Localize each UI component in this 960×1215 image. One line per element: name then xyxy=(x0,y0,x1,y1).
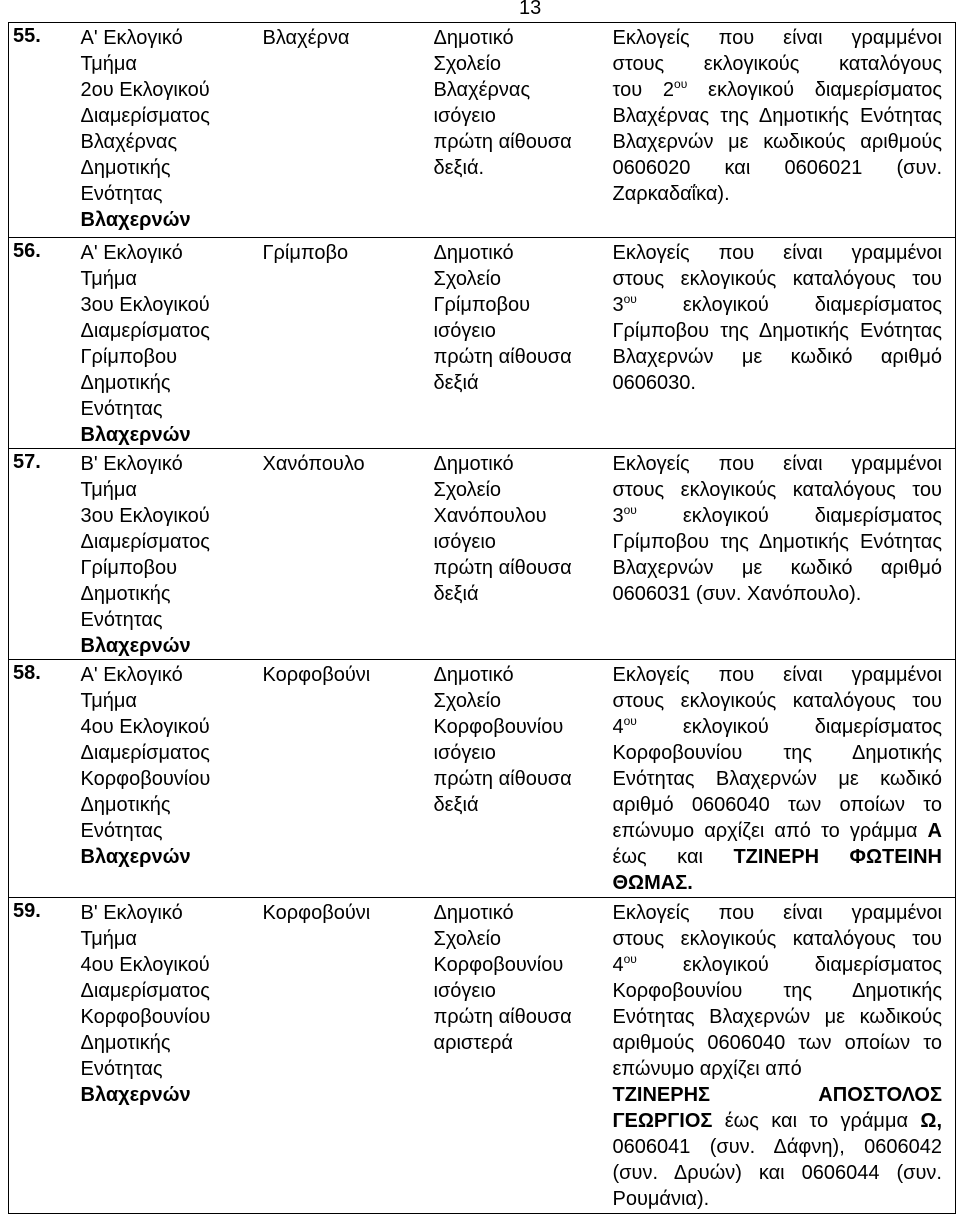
bold-text: ΘΩΜΑΣ. xyxy=(612,872,693,894)
row-number-cell xyxy=(9,238,71,449)
location-line: Δημοτικό xyxy=(433,453,514,475)
section-line xyxy=(81,844,251,870)
section-line: Διαμερίσματος xyxy=(80,531,210,553)
section-line: Ενότητας xyxy=(80,820,163,842)
text-run: επώνυμο αρχίζει από το γράμμα xyxy=(612,820,928,842)
voters-line xyxy=(613,503,943,529)
polling-location-cell xyxy=(422,238,601,449)
voters-line: Εκλογείς που είναι γραμμένοι xyxy=(612,453,942,475)
location-line: Χανόπουλου xyxy=(433,505,547,527)
polling-location-cell xyxy=(422,898,601,1214)
text-run: 3 xyxy=(612,505,624,527)
location-line: δεξιά xyxy=(433,794,479,816)
section-line: Γρίμποβου xyxy=(80,557,178,579)
voters-cell xyxy=(601,660,956,898)
section-line: Διαμερίσματος xyxy=(80,105,210,127)
table-row xyxy=(9,238,956,449)
location-line: Κορφοβουνίου xyxy=(433,954,564,976)
section-line: Τμήμα xyxy=(80,928,137,950)
location-line: ισόγειο xyxy=(433,742,496,764)
voters-line: στους εκλογικούς καταλόγους του xyxy=(612,928,942,950)
location-line: Σχολείο xyxy=(433,690,502,712)
electoral-section-cell xyxy=(71,238,251,449)
voters-line xyxy=(613,844,943,870)
bold-text: ΤΖΙΝΕΡΗΣ ΑΠΟΣΤΟΛΟΣ xyxy=(612,1084,942,1106)
section-line: Δημοτικής xyxy=(80,1032,171,1054)
location-line: πρώτη αίθουσα xyxy=(433,768,572,790)
section-line: Κορφοβουνίου xyxy=(80,1006,211,1028)
electoral-section-cell xyxy=(71,23,251,238)
voters-line: Βλαχερνών με κωδικούς αριθμούς xyxy=(612,131,942,153)
section-line: 3ου Εκλογικού xyxy=(80,294,210,316)
text-run: εκλογικού διαμερίσματος xyxy=(636,954,942,976)
table-row xyxy=(9,898,956,1214)
section-line: Δημοτικής xyxy=(80,157,171,179)
text-run: έως και xyxy=(612,846,734,868)
village-name: Γρίμποβο xyxy=(262,242,349,264)
location-line: πρώτη αίθουσα xyxy=(433,1006,572,1028)
location-line: Κορφοβουνίου xyxy=(433,716,564,738)
location-line: Βλαχέρνας xyxy=(433,79,531,101)
bold-text: Βλαχερνών xyxy=(80,209,191,231)
section-line: Τμήμα xyxy=(80,268,137,290)
voters-line: αριθμό 0606040 των οποίων το xyxy=(612,794,942,816)
voters-line: Εκλογείς που είναι γραμμένοι xyxy=(612,27,942,49)
location-line: αριστερά xyxy=(433,1032,513,1054)
row-number: 59. xyxy=(13,900,41,922)
village-name: Κορφοβούνι xyxy=(262,664,371,686)
section-line: Τμήμα xyxy=(80,690,137,712)
voters-line: Βλαχερνών με κωδικό αριθμό xyxy=(612,557,942,579)
text-run: εκλογικού διαμερίσματος xyxy=(636,505,942,527)
location-line: Σχολείο xyxy=(433,53,502,75)
row-number: 55. xyxy=(13,25,41,47)
voters-line: επώνυμο αρχίζει από xyxy=(612,1058,802,1080)
voters-line: Εκλογείς που είναι γραμμένοι xyxy=(612,902,942,924)
location-line: δεξιά. xyxy=(433,157,485,179)
section-line: Ενότητας xyxy=(80,1058,163,1080)
row-number-cell xyxy=(9,660,71,898)
voters-line: Ζαρκαδαΐκα). xyxy=(612,183,730,205)
voters-line xyxy=(613,714,943,740)
section-line xyxy=(81,1082,251,1108)
voters-line: στους εκλογικούς καταλόγους του xyxy=(612,690,942,712)
location-line: Σχολείο xyxy=(433,479,502,501)
section-line xyxy=(81,207,251,233)
polling-stations-table xyxy=(8,22,956,1214)
voters-paragraph xyxy=(613,240,943,396)
location-line: Δημοτικό xyxy=(433,902,514,924)
section-line: Ενότητας xyxy=(80,183,163,205)
section-line: Δημοτικής xyxy=(80,794,171,816)
section-line: Γρίμποβου xyxy=(80,346,178,368)
village-name: Βλαχέρνα xyxy=(262,27,350,49)
voters-line: 0606030. xyxy=(612,372,696,394)
section-line: Β' Εκλογικό xyxy=(80,453,183,475)
bold-text: Βλαχερνών xyxy=(80,846,191,868)
polling-location-cell xyxy=(422,449,601,660)
voters-paragraph xyxy=(613,1082,943,1212)
location-line: δεξιά xyxy=(433,372,479,394)
text-run: 4 xyxy=(612,716,624,738)
row-number-cell xyxy=(9,23,71,238)
text-run: 4 xyxy=(612,954,624,976)
voters-line xyxy=(613,1108,943,1134)
page-number: 13 xyxy=(519,0,542,19)
bold-text: Ω, xyxy=(920,1110,942,1132)
section-line: Διαμερίσματος xyxy=(80,742,210,764)
section-line: Δημοτικής xyxy=(80,583,171,605)
bold-text: Α xyxy=(927,820,942,842)
section-line: Α' Εκλογικό xyxy=(80,664,183,686)
voters-line: στους εκλογικούς καταλόγους του xyxy=(612,268,942,290)
section-line: Τμήμα xyxy=(80,479,137,501)
location-line: ισόγειο xyxy=(433,320,496,342)
section-line: 3ου Εκλογικού xyxy=(80,505,210,527)
ordinal-suffix: ου xyxy=(674,77,688,91)
section-line: 4ου Εκλογικού xyxy=(80,954,210,976)
bold-text: Βλαχερνών xyxy=(80,424,191,446)
village-cell xyxy=(251,23,422,238)
location-line: Δημοτικό xyxy=(433,664,514,686)
section-line: Δημοτικής xyxy=(80,372,171,394)
section-line: 2ου Εκλογικού xyxy=(80,79,210,101)
section-line: Κορφοβουνίου xyxy=(80,768,211,790)
ordinal-suffix: ου xyxy=(623,292,637,306)
table-row xyxy=(9,23,956,238)
voters-line xyxy=(613,1082,943,1108)
location-line: δεξιά xyxy=(433,583,479,605)
electoral-section-cell xyxy=(71,660,251,898)
voters-line xyxy=(613,818,943,844)
polling-stations-table-body xyxy=(9,23,956,1214)
voters-paragraph xyxy=(613,25,943,207)
location-line: πρώτη αίθουσα xyxy=(433,557,572,579)
section-line: Α' Εκλογικό xyxy=(80,242,183,264)
location-line: πρώτη αίθουσα xyxy=(433,131,572,153)
section-line: Τμήμα xyxy=(80,53,137,75)
section-line: Ενότητας xyxy=(80,398,163,420)
section-line: Βλαχέρνας xyxy=(80,131,178,153)
ordinal-suffix: ου xyxy=(623,952,637,966)
row-number: 56. xyxy=(13,240,41,262)
voters-line: Ρουμάνια). xyxy=(612,1188,710,1210)
voters-line: Κορφοβουνίου της Δημοτικής xyxy=(612,980,942,1002)
section-line xyxy=(81,422,251,448)
section-line: Α' Εκλογικό xyxy=(80,27,183,49)
voters-cell xyxy=(601,898,956,1214)
voters-line xyxy=(613,870,943,896)
voters-line: 0606041 (συν. Δάφνη), 0606042 xyxy=(612,1136,942,1158)
bold-text: ΓΕΩΡΓΙΟΣ xyxy=(612,1110,713,1132)
voters-line: Βλαχερνών με κωδικό αριθμό xyxy=(612,346,942,368)
village-cell xyxy=(251,660,422,898)
electoral-section-cell xyxy=(71,898,251,1214)
location-line: Γρίμποβου xyxy=(433,294,531,316)
voters-line: (συν. Δρυών) και 0606044 (συν. xyxy=(612,1162,942,1184)
text-run: εκλογικού διαμερίσματος xyxy=(636,716,942,738)
row-number: 58. xyxy=(13,662,41,684)
voters-cell xyxy=(601,238,956,449)
voters-line: αριθμούς 0606040 των οποίων το xyxy=(612,1032,942,1054)
voters-paragraph xyxy=(613,900,943,1082)
voters-line: Εκλογείς που είναι γραμμένοι xyxy=(612,664,942,686)
voters-line xyxy=(613,77,943,103)
voters-line: Γρίμποβου της Δημοτικής Ενότητας xyxy=(612,320,942,342)
voters-paragraph xyxy=(613,662,943,896)
location-line: Δημοτικό xyxy=(433,242,514,264)
voters-line: 0606031 (συν. Χανόπουλο). xyxy=(612,583,862,605)
village-name: Χανόπουλο xyxy=(262,453,365,475)
bold-text: Βλαχερνών xyxy=(80,635,191,657)
section-line: Ενότητας xyxy=(80,609,163,631)
village-cell xyxy=(251,898,422,1214)
text-run: 3 xyxy=(612,294,624,316)
voters-line: Βλαχέρνας της Δημοτικής Ενότητας xyxy=(612,105,942,127)
location-line: πρώτη αίθουσα xyxy=(433,346,572,368)
voters-line: Γρίμποβου της Δημοτικής Ενότητας xyxy=(612,531,942,553)
table-row xyxy=(9,660,956,898)
section-line: Διαμερίσματος xyxy=(80,980,210,1002)
polling-location-cell xyxy=(422,660,601,898)
section-line xyxy=(81,633,251,659)
location-line: Δημοτικό xyxy=(433,27,514,49)
village-cell xyxy=(251,238,422,449)
bold-text: ΤΖΙΝΕΡΗ ΦΩΤΕΙΝΗ xyxy=(733,846,942,868)
village-cell xyxy=(251,449,422,660)
location-line: Σχολείο xyxy=(433,928,502,950)
section-line: 4ου Εκλογικού xyxy=(80,716,210,738)
voters-paragraph xyxy=(613,451,943,607)
text-run: έως και το γράμμα xyxy=(712,1110,921,1132)
row-number: 57. xyxy=(13,451,41,473)
bold-text: Βλαχερνών xyxy=(80,1084,191,1106)
voters-line xyxy=(613,292,943,318)
voters-line: Ενότητας Βλαχερνών με κωδικούς xyxy=(612,1006,942,1028)
text-run: του 2 xyxy=(612,79,675,101)
voters-line xyxy=(613,952,943,978)
location-line: ισόγειο xyxy=(433,980,496,1002)
row-number-cell xyxy=(9,898,71,1214)
ordinal-suffix: ου xyxy=(623,714,637,728)
polling-location-cell xyxy=(422,23,601,238)
voters-line: στους εκλογικούς καταλόγους του xyxy=(612,479,942,501)
voters-line: 0606020 και 0606021 (συν. xyxy=(612,157,942,179)
voters-cell xyxy=(601,449,956,660)
ordinal-suffix: ου xyxy=(623,503,637,517)
table-row xyxy=(9,449,956,660)
section-line: Β' Εκλογικό xyxy=(80,902,183,924)
location-line: ισόγειο xyxy=(433,105,496,127)
location-line: ισόγειο xyxy=(433,531,496,553)
row-number-cell xyxy=(9,449,71,660)
electoral-section-cell xyxy=(71,449,251,660)
section-line: Διαμερίσματος xyxy=(80,320,210,342)
voters-line: στους εκλογικούς καταλόγους xyxy=(612,53,942,75)
voters-line: Κορφοβουνίου της Δημοτικής xyxy=(612,742,942,764)
voters-cell xyxy=(601,23,956,238)
text-run: εκλογικού διαμερίσματος xyxy=(636,294,942,316)
voters-line: Ενότητας Βλαχερνών με κωδικό xyxy=(612,768,942,790)
voters-line: Εκλογείς που είναι γραμμένοι xyxy=(612,242,942,264)
text-run: εκλογικού διαμερίσματος xyxy=(687,79,942,101)
location-line: Σχολείο xyxy=(433,268,502,290)
village-name: Κορφοβούνι xyxy=(262,902,371,924)
